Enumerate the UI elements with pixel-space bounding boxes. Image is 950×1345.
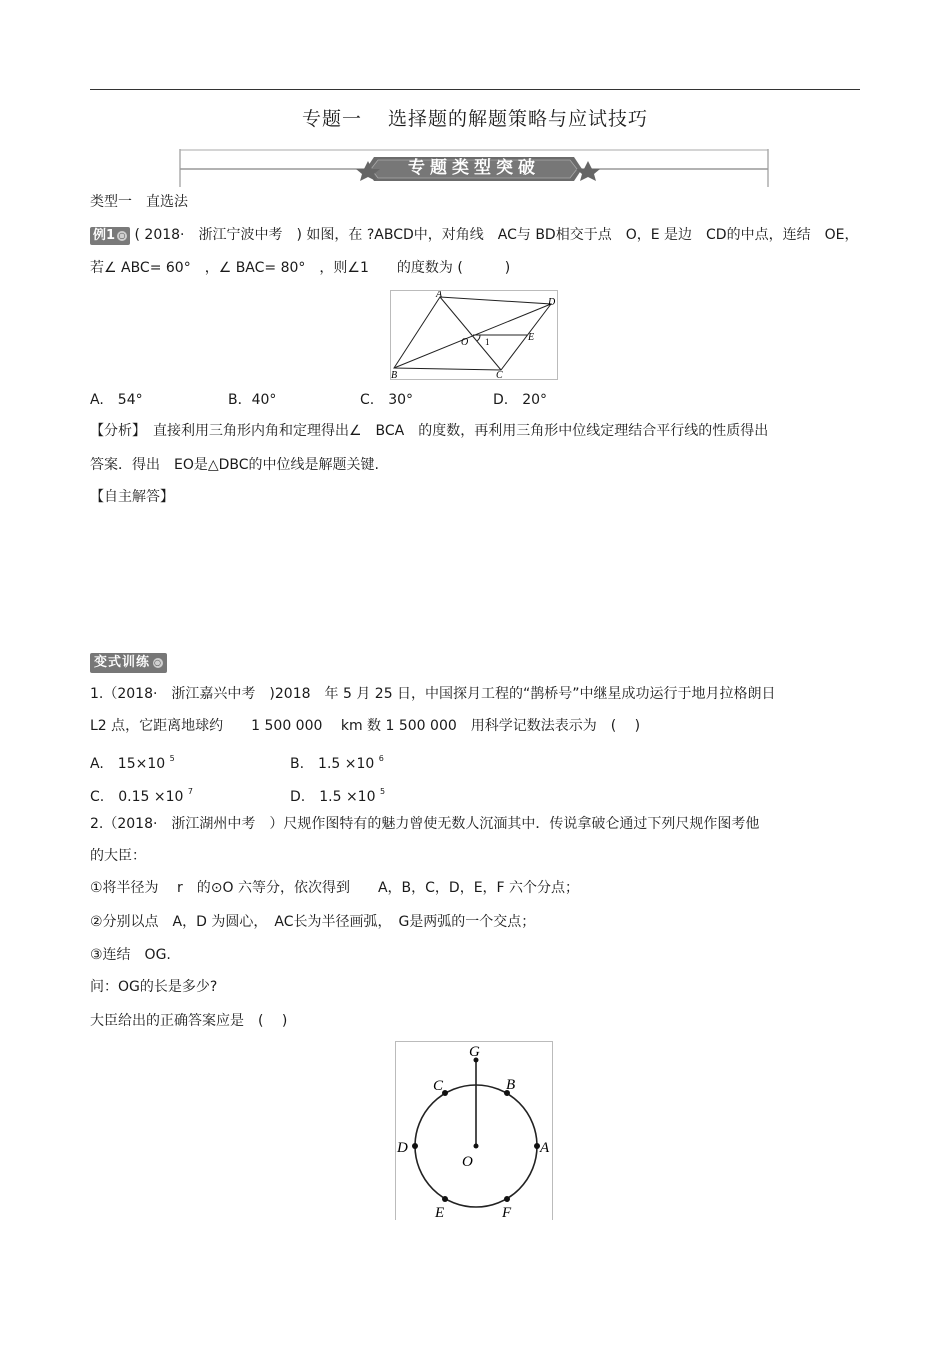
top-rule xyxy=(90,89,860,90)
label-g: G xyxy=(469,1044,480,1060)
label-c: C xyxy=(433,1078,444,1094)
q1-option-d: D. 1.5 ×10 $^5$ xyxy=(290,787,386,805)
label-b: B xyxy=(506,1077,516,1093)
type-label: 类型一 直选法 xyxy=(90,194,188,210)
star-icon xyxy=(576,161,600,181)
analysis-line-2: 答案．得出 EO是△DBC的中位线是解题关键. xyxy=(90,457,379,473)
q2-step-2: ②分别以点 A，D 为圆心， AC长为半径画弧， G是两弧的一个交点； xyxy=(90,914,536,930)
q1-option-b: B. 1.5 ×10 $^6$ xyxy=(290,754,384,772)
label-d: D xyxy=(397,1140,408,1156)
option-d: D. 20° xyxy=(493,392,548,408)
parallelogram-figure xyxy=(390,290,558,380)
practice-tag-row xyxy=(90,652,167,673)
q2-line-1: 2.（2018· 浙江湖州中考 ）尺规作图特有的魅力曾使无数人沉湎其中．传说拿破仑通过下列尺规作图考他 xyxy=(90,816,760,832)
analysis-line-1: 【分析】 直接利用三角形内角和定理得出∠ BCA 的度数，再利用三角形中位线定理结合平行线的性质得出 xyxy=(90,423,769,439)
q2-ask: 问：OG的长是多少? xyxy=(90,979,218,995)
label-d: D xyxy=(548,297,556,308)
option-a: A. 54° xyxy=(90,392,143,408)
q2-answer-prompt: 大臣给出的正确答案应是 ( ) xyxy=(90,1013,288,1029)
label-a: A xyxy=(540,1140,550,1156)
q1-line-1: 1.（2018· 浙江嘉兴中考 )2018 年 5 月 25 日，中国探月工程的“鹊桥号”中继星成功运行于地月拉格朗日 xyxy=(90,686,776,702)
q1-option-c: C. 0.15 ×10 $^7$ xyxy=(90,787,193,805)
label-e: E xyxy=(528,332,535,343)
practice-tag: 变式训练 ○ xyxy=(90,653,167,673)
label-angle: 1 xyxy=(485,337,490,347)
example-tag: 例1 ○ xyxy=(90,227,130,245)
dot-icon: ○ xyxy=(118,231,126,240)
label-f: F xyxy=(502,1205,512,1220)
label-c: C xyxy=(496,370,503,379)
q2-line-2: 的大臣： xyxy=(90,848,146,864)
self-answer-label: 【自主解答】 xyxy=(90,489,174,505)
q2-step-1: ①将半径为 r 的⊙O 六等分，依次得到 A，B，C，D，E，F 六个分点； xyxy=(90,880,580,896)
section-banner xyxy=(178,147,770,189)
example-line-1: 例1 ○ ( 2018· 浙江宁波中考 ) 如图，在 ?ABCD中，对角线 AC与 BD相交于点 O，E 是边 CD的中点，连结 OE， xyxy=(90,225,858,245)
banner-text: 专题类型突破 xyxy=(408,158,540,178)
label-b: B xyxy=(391,370,398,379)
label-e: E xyxy=(435,1205,445,1220)
label-o: O xyxy=(461,337,469,348)
circle-figure xyxy=(395,1041,553,1220)
label-o: O xyxy=(462,1154,473,1170)
label-a: A xyxy=(436,291,443,300)
q1-option-a: A. 15×10 $^5$ xyxy=(90,754,175,772)
q1-line-2: L2 点，它距离地球约 1 500 000 km 数 1 500 000 用科学记数法表示为 ( ) xyxy=(90,718,641,734)
option-c: C. 30° xyxy=(360,392,414,408)
page-title: 专题一 选择题的解题策略与应试技巧 xyxy=(301,108,649,130)
q2-step-3: ③连结 OG. xyxy=(90,947,171,963)
option-b: B．40° xyxy=(228,392,277,408)
example-line-2: 若∠ ABC= 60° ，∠ BAC= 80° ，则∠1 的度数为 ( ) xyxy=(90,260,511,276)
dot-icon: ○ xyxy=(154,658,162,667)
